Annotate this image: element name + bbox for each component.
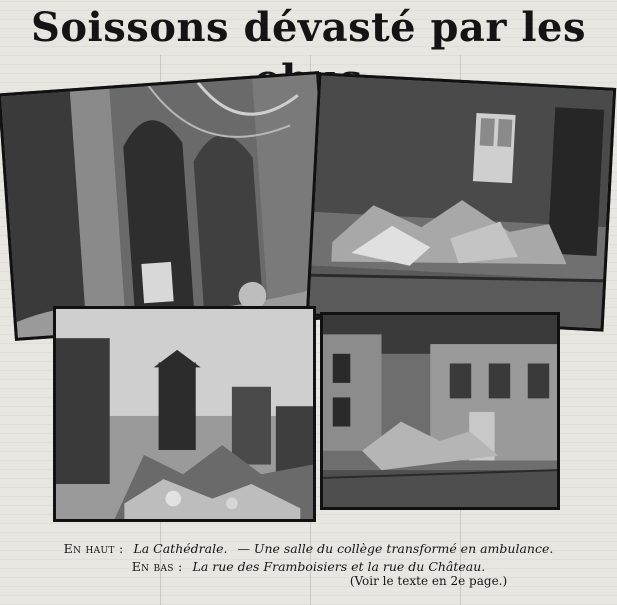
caption-top-photos	[0, 541, 617, 556]
photo-college-room	[306, 72, 616, 331]
caption-cathedral: La Cathédrale.	[133, 541, 228, 556]
headline: Soissons dévasté par les	[30, 4, 586, 51]
caption-bottom-photos	[0, 559, 617, 574]
caption-see-page-two: (Voir le texte en 2e page.)	[349, 574, 508, 588]
caption-lead-top: En haut :	[63, 541, 124, 556]
photo-cathedral	[0, 71, 336, 341]
caption-streets: La rue des Framboisiers et la rue du Château.	[192, 559, 486, 574]
caption-lead-bottom: En bas :	[131, 559, 183, 574]
caption-college: — Une salle du collège transformé en ambulance.	[237, 541, 554, 556]
photo-rue-framboisiers	[53, 306, 316, 522]
photo-rue-du-chateau	[320, 312, 560, 510]
